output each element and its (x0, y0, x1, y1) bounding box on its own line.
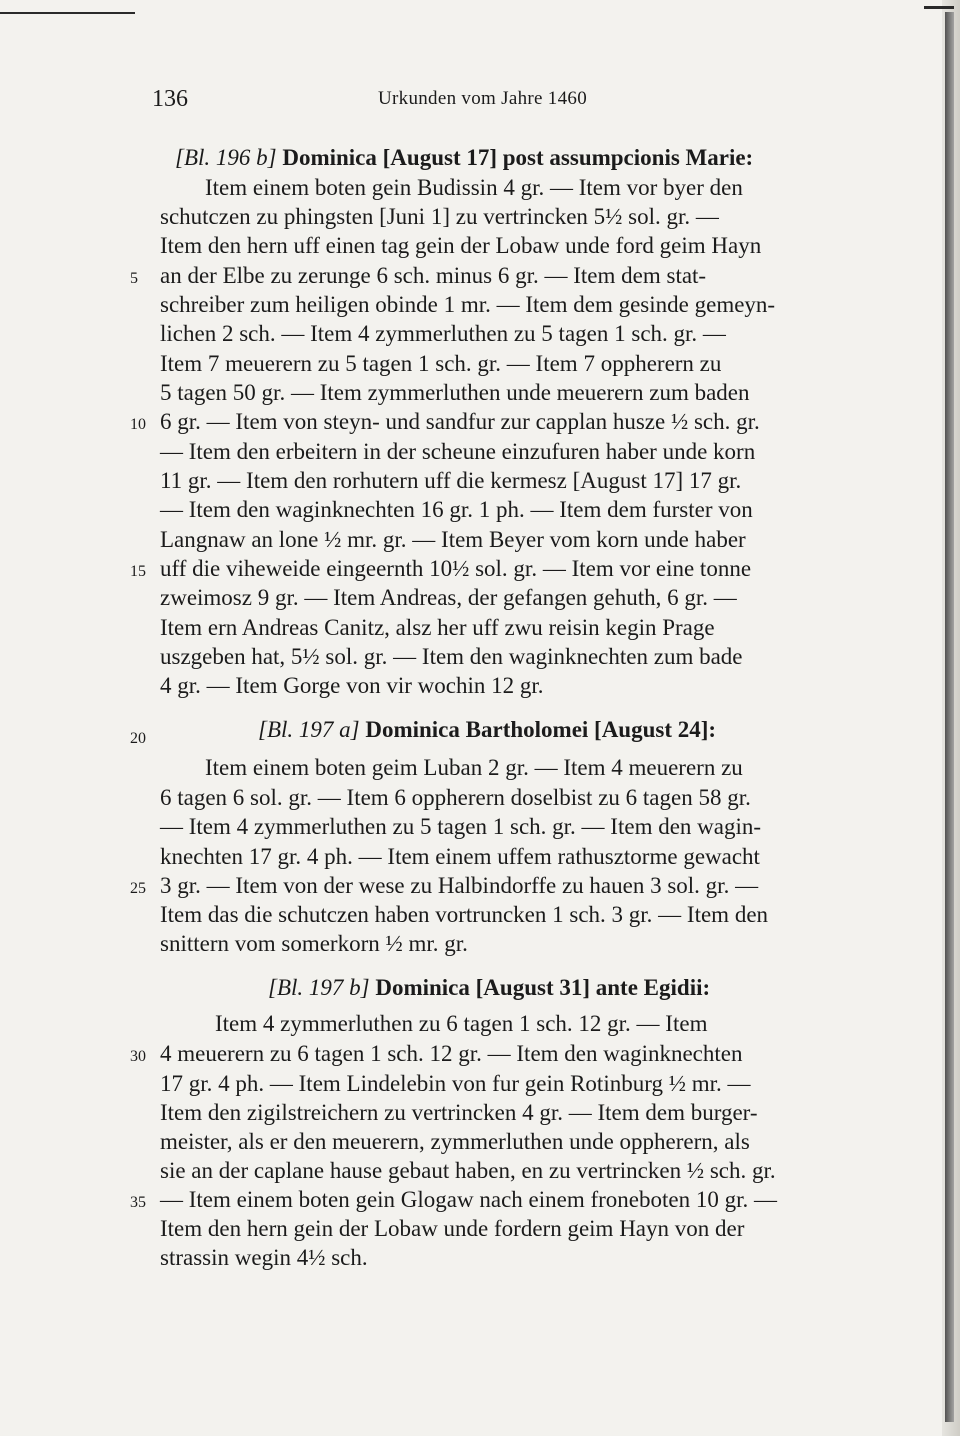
folio-reference: [Bl. 196 b] (175, 145, 277, 170)
text-line: uff die viheweide eingeernth 10½ sol. gr. — Item vor eine tonne (160, 556, 752, 581)
line-number: 20 (130, 730, 146, 747)
line-number: 35 (130, 1194, 146, 1211)
text-line: Item einem boten geim Luban 2 gr. — Item 4 meuerern zu (205, 755, 743, 780)
text-line: Item 7 meuerern zu 5 tagen 1 sch. gr. — Item 7 oppherern zu (160, 351, 722, 376)
scan-corner-mark (924, 6, 954, 23)
text-line: Item ern Andreas Canitz, alsz her uff zwu reisin kegin Prage (160, 615, 715, 640)
text-line: Item 4 zymmerluthen zu 6 tagen 1 sch. 12 gr. — Item (215, 1011, 708, 1036)
text-line: Item den zigilstreichern zu vertrincken 4 gr. — Item dem burger- (160, 1100, 758, 1125)
folio-reference: [Bl. 197 b] (268, 975, 370, 1000)
section-title: Dominica [August 17] post assumpcionis Marie: (282, 145, 754, 170)
scan-rule-top (0, 12, 135, 14)
line-number: 10 (130, 416, 146, 433)
section-heading (258, 716, 716, 744)
text-line: — Item den erbeitern in der scheune einzufuren haber unde korn (160, 439, 756, 464)
text-line: sie an der caplane hause gebaut haben, en zu vertrincken ½ sch. gr. (160, 1158, 776, 1183)
text-line: schutczen zu phingsten [Juni 1] zu vertrincken 5½ sol. gr. — (160, 204, 719, 229)
running-head: Urkunden vom Jahre 1460 (378, 88, 587, 109)
text-line: lichen 2 sch. — Item 4 zymmerluthen zu 5 tagen 1 sch. gr. — (160, 321, 726, 346)
text-line: meister, als er den meuerern, zymmerluthen unde oppherern, als (160, 1129, 750, 1154)
text-line: — Item einem boten gein Glogaw nach einem froneboten 10 gr. — (160, 1187, 777, 1212)
line-number: 15 (130, 563, 146, 580)
text-line: schreiber zum heiligen obinde 1 mr. — Item dem gesinde gemeyn- (160, 292, 776, 317)
text-line: uszgeben hat, 5½ sol. gr. — Item den waginknechten zum bade (160, 644, 743, 669)
folio-reference: [Bl. 197 a] (258, 717, 360, 742)
section-heading (268, 974, 710, 1002)
page-number: 136 (152, 86, 188, 112)
text-line: 5 tagen 50 gr. — Item zymmerluthen unde meuerern zum baden (160, 380, 750, 405)
line-number: 30 (130, 1048, 146, 1065)
line-number: 5 (130, 270, 138, 287)
section-heading (175, 144, 753, 172)
text-line: — Item 4 zymmerluthen zu 5 tagen 1 sch. gr. — Item den wagin- (160, 814, 762, 839)
text-line: Langnaw an lone ½ mr. gr. — Item Beyer vom korn unde haber (160, 527, 746, 552)
text-line: Item einem boten gein Budissin 4 gr. — Item vor byer den (205, 175, 743, 200)
text-line: 11 gr. — Item den rorhutern uff die kermesz [August 17] 17 gr. (160, 468, 742, 493)
text-line: 6 tagen 6 sol. gr. — Item 6 oppherern doselbist zu 6 tagen 58 gr. (160, 785, 751, 810)
text-line: zweimosz 9 gr. — Item Andreas, der gefangen gehuth, 6 gr. — (160, 585, 737, 610)
text-line: Item den hern uff einen tag gein der Lobaw unde ford geim Hayn (160, 233, 762, 258)
text-line: 6 gr. — Item von steyn- und sandfur zur capplan husze ½ sch. gr. (160, 409, 760, 434)
text-line: 3 gr. — Item von der wese zu Halbindorffe zu hauen 3 sol. gr. — (160, 873, 759, 898)
section-title: Dominica [August 31] ante Egidii: (375, 975, 711, 1000)
section-title: Dominica Bartholomei [August 24]: (365, 717, 717, 742)
text-line: knechten 17 gr. 4 ph. — Item einem uffem rathusztorme gewacht (160, 844, 760, 869)
text-line: 17 gr. 4 ph. — Item Lindelebin von fur gein Rotinburg ½ mr. — (160, 1071, 751, 1096)
text-line: an der Elbe zu zerunge 6 sch. minus 6 gr. — Item dem stat- (160, 263, 707, 288)
text-line: — Item den waginknechten 16 gr. 1 ph. — Item dem furster von (160, 497, 753, 522)
text-line: snittern vom somerkorn ½ mr. gr. (160, 931, 468, 956)
text-line: 4 meuerern zu 6 tagen 1 sch. 12 gr. — Item den waginknechten (160, 1041, 743, 1066)
text-line: 4 gr. — Item Gorge von vir wochin 12 gr. (160, 673, 544, 698)
line-number: 25 (130, 880, 146, 897)
text-line: strassin wegin 4½ sch. (160, 1245, 368, 1270)
text-line: Item den hern gein der Lobaw unde fordern geim Hayn von der (160, 1216, 745, 1241)
text-line: Item das die schutczen haben vortruncken 1 sch. 3 gr. — Item den (160, 902, 769, 927)
scan-binding-shadow (945, 12, 954, 1422)
